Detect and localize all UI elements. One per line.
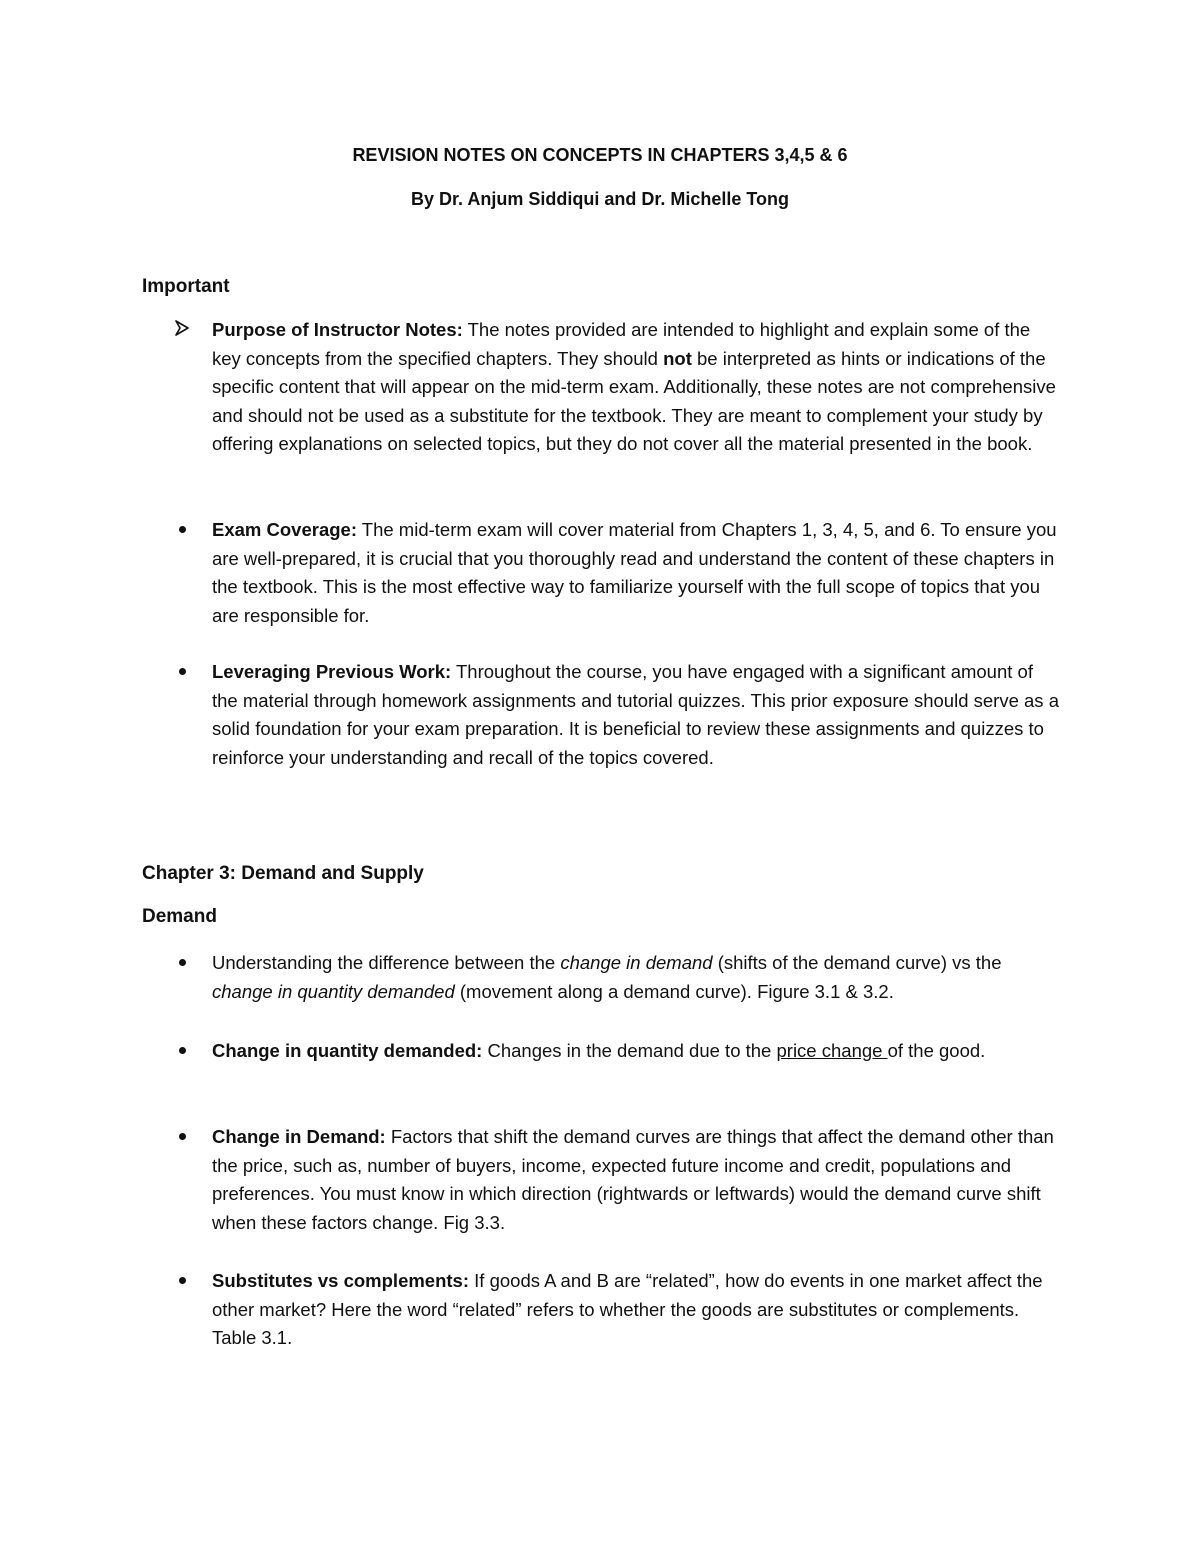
item-underline: price change (776, 1040, 888, 1061)
item-label: Substitutes vs complements: (212, 1270, 470, 1291)
bullet-icon (172, 516, 192, 545)
bullet-icon (172, 1037, 192, 1066)
item-emphasis: not (663, 347, 692, 369)
item-label: Purpose of Instructor Notes: (212, 319, 463, 340)
list-item-substitutes (212, 1267, 1062, 1353)
list-item-exam-coverage (212, 516, 1062, 630)
item-text: The notes provided are intended to highlight and explain some of the key concepts from the specified chapters. They should (212, 319, 1031, 369)
item-label: Change in quantity demanded: (212, 1040, 483, 1061)
item-text: If goods A and B are “related”, how do events in one market affect the other market? Here the word “related” refers to whether the goods are substitutes or complements. Table 3.1. (212, 1270, 1043, 1349)
item-italic: change in quantity demanded (212, 980, 455, 1002)
bullet-icon (172, 658, 192, 687)
author-byline: By Dr. Anjum Siddiqui and Dr. Michelle Tong (410, 189, 790, 209)
bullet-icon (172, 1123, 192, 1152)
list-item-previous-work (212, 658, 1062, 772)
list-item-change-in-demand (212, 1123, 1062, 1237)
arrow-bullet-icon (172, 316, 192, 345)
list-item-demand-difference (212, 949, 1062, 1006)
list-item-purpose (212, 316, 1062, 459)
chapter-heading: Chapter 3: Demand and Supply (142, 863, 424, 884)
item-text: The mid-term exam will cover material from Chapters 1, 3, 4, 5, and 6. To ensure you are well-prepared, it is crucial that you thoroughly read and understand the content of these chapters in the textbook. This is the most effective way to familiarize yourself with the full scope of topics that you are responsible for. (212, 519, 1057, 626)
list-item-quantity-demanded (212, 1037, 1062, 1066)
item-text: Throughout the course, you have engaged with a significant amount of the material through homework assignments and tutorial quizzes. This prior exposure should serve as a solid foundation for your exam preparation. It is beneficial to review these assignments and quizzes to reinforce your understanding and recall of the topics covered. (212, 661, 1059, 768)
item-text: Understanding the difference between the (212, 952, 561, 973)
item-label: Exam Coverage: (212, 519, 357, 540)
item-text: Changes in the demand due to the (482, 1040, 777, 1061)
item-label: Change in Demand: (212, 1126, 386, 1147)
bullet-icon (172, 949, 192, 978)
bullet-icon (172, 1267, 192, 1296)
item-text: (movement along a demand curve). Figure 3.1 & 3.2. (454, 980, 894, 1002)
item-text: be interpreted as hints or indications of the specific content that will appear on the mid-term exam. Additionally, these notes are not comprehensive and should not be used as a substitute for the textbook. They are meant to complement your study by offering explanations on selected topics, but they do not cover all the material presented in the book. (212, 347, 1056, 455)
item-label: Leveraging Previous Work: (212, 661, 452, 682)
document-title: REVISION NOTES ON CONCEPTS IN CHAPTERS 3,4,5 & 6 (352, 145, 848, 165)
important-heading: Important (142, 276, 230, 297)
item-italic: change in demand (560, 952, 713, 973)
item-text: (shifts of the demand curve) vs the (712, 952, 1002, 973)
item-text: of the good. (887, 1040, 986, 1061)
demand-heading: Demand (142, 906, 217, 927)
item-text: Factors that shift the demand curves are things that affect the demand other than the price, such as, number of buyers, income, expected future income and credit, populations and preferences. You must know in which direction (rightwards or leftwards) would the demand curve shift when these factors change. Fig 3.3. (212, 1126, 1054, 1233)
